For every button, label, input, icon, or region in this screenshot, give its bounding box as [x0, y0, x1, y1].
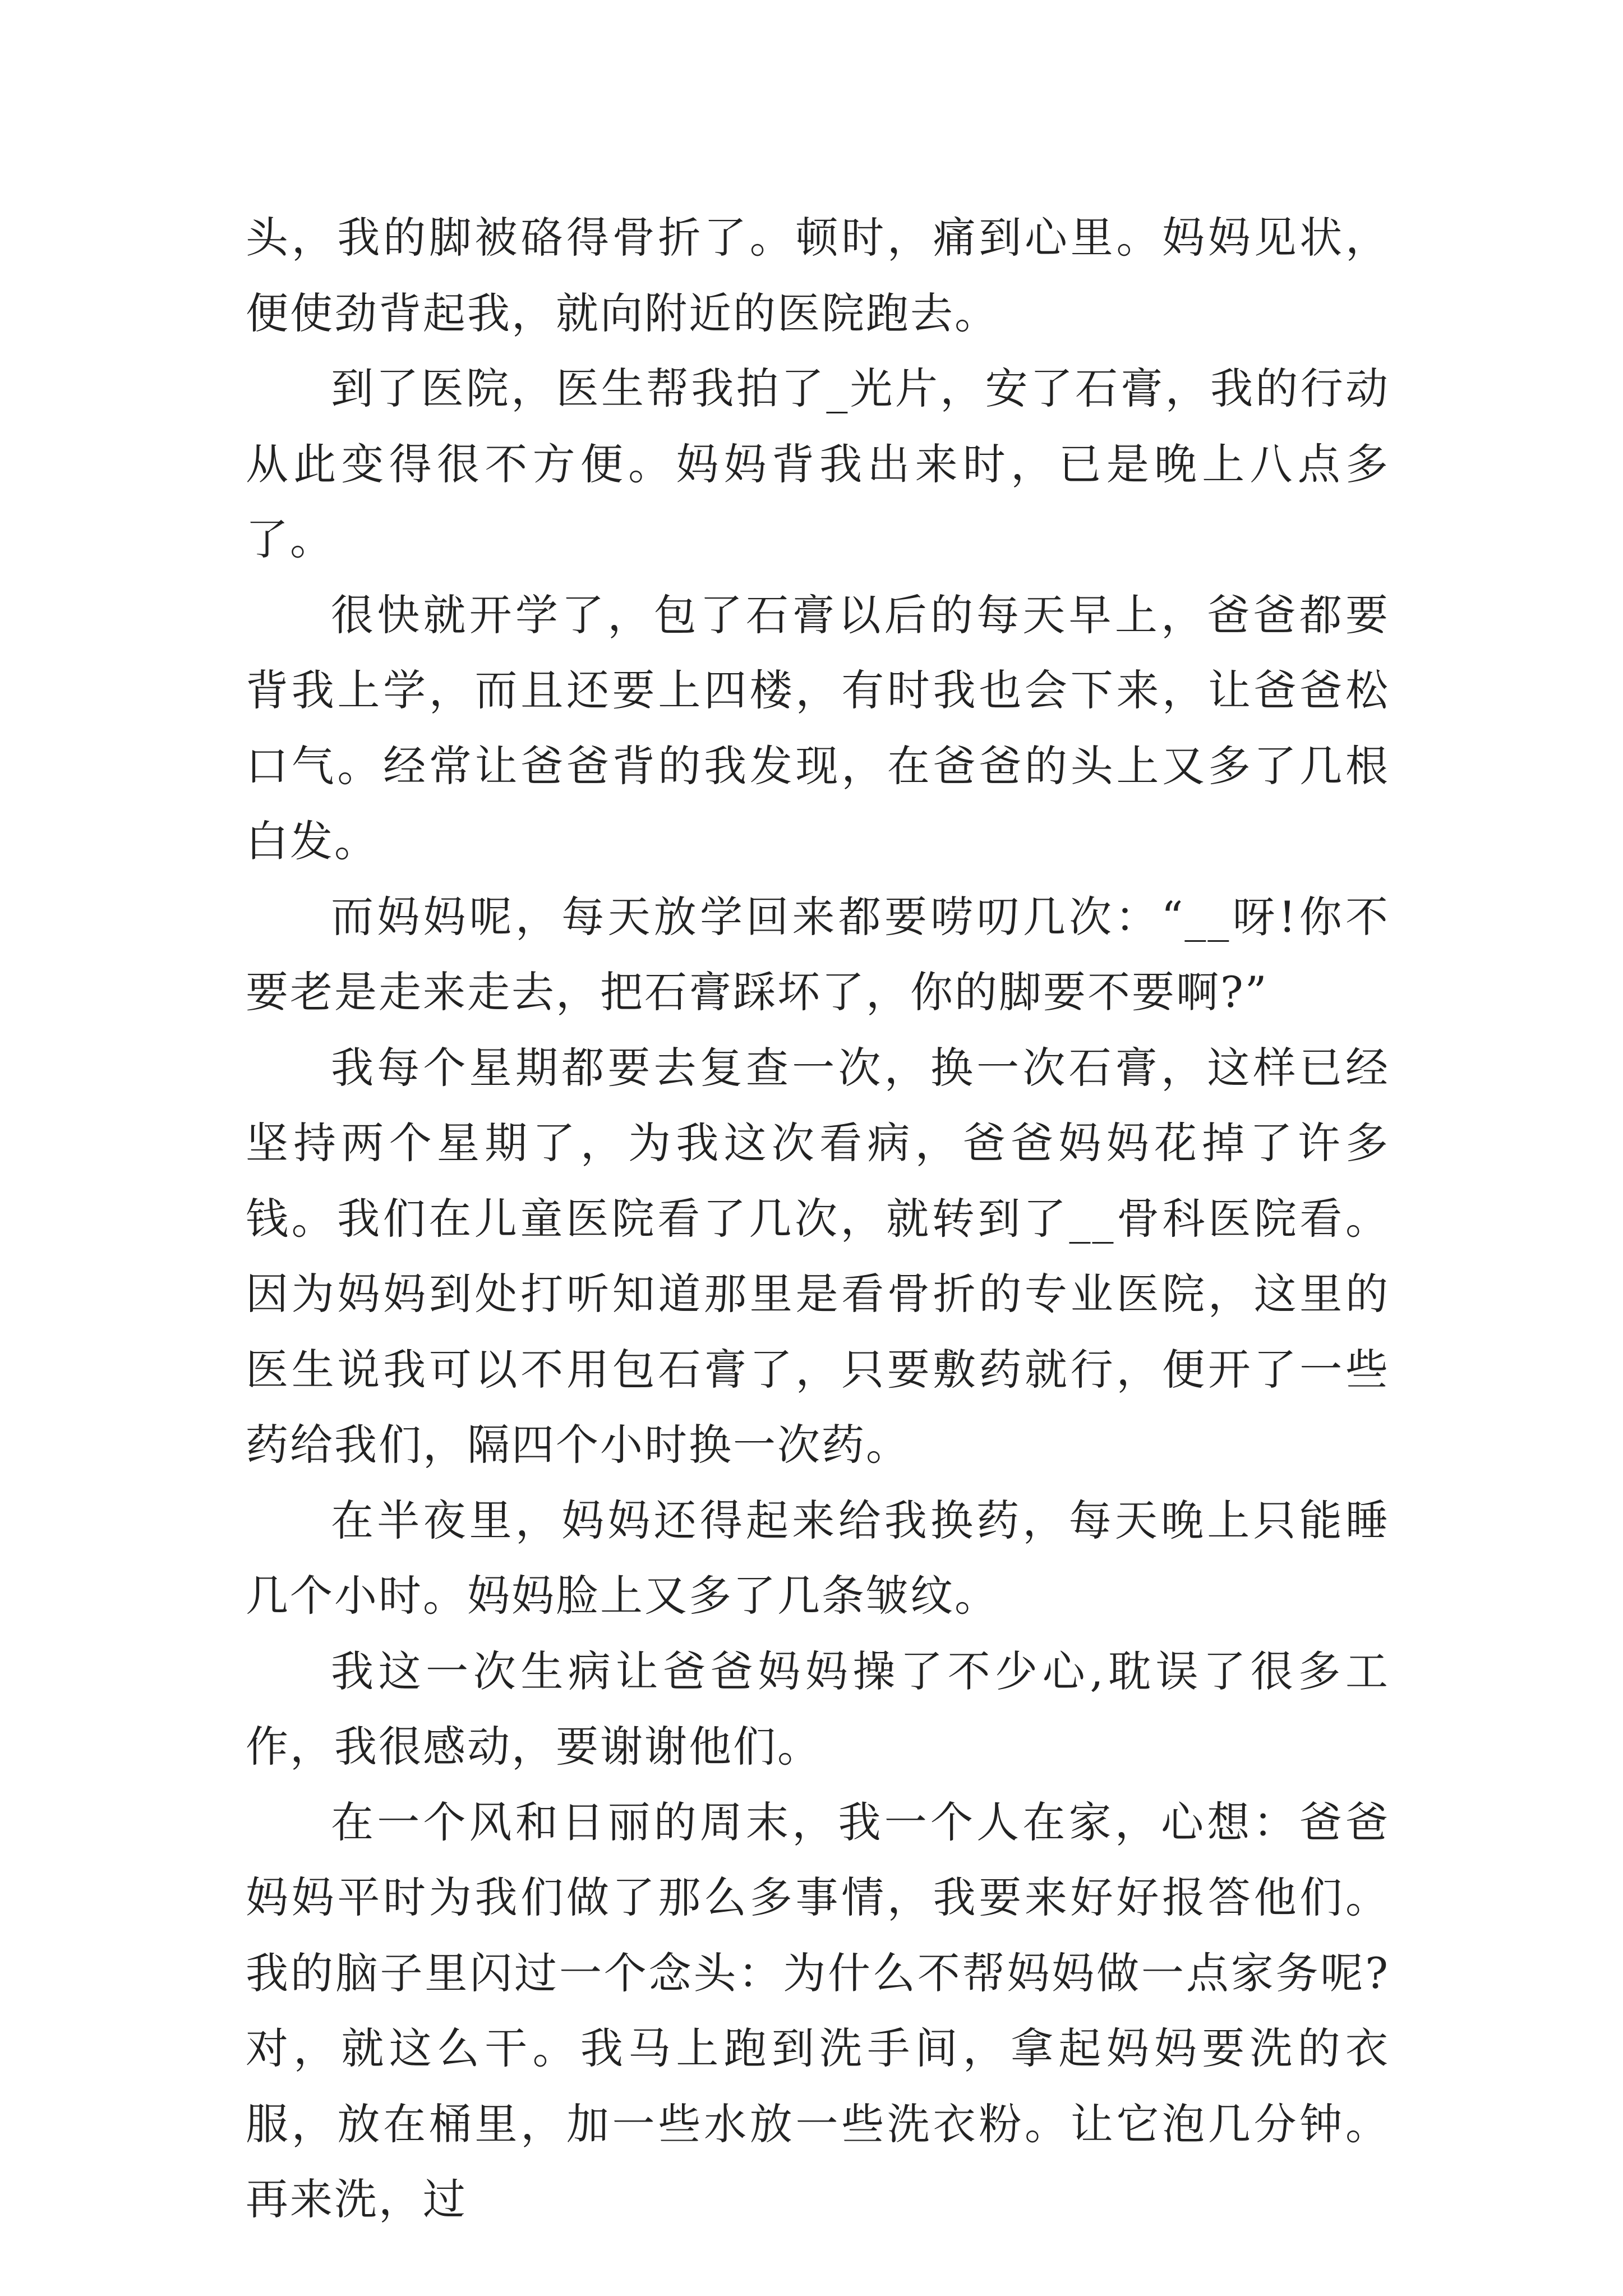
paragraph-1: 头，我的脚被硌得骨折了。顿时，痛到心里。妈妈见状，便使劲背起我，就向附近的医院跑去。 [246, 213, 1390, 338]
paragraph-8: 在一个风和日丽的周末，我一个人在家，心想：爸爸妈妈平时为我们做了那么多事情，我要来好好报答他们。我的脑子里闪过一个念头：为什么不帮妈妈做一点家务呢?对，就这么干。我马上跑到洗手间，拿起妈妈要洗的衣服，放在桶里，加一些水放一些洗衣粉。让它泡几分钟。再来洗，过 [246, 1797, 1390, 2224]
document-body [246, 200, 1390, 2238]
paragraph-7: 我这一次生病让爸爸妈妈操了不少心,耽误了很多工作，我很感动，要谢谢他们。 [246, 1646, 1390, 1772]
paragraph-2: 到了医院，医生帮我拍了_光片，安了石膏，我的行动从此变得很不方便。妈妈背我出来时，已是晚上八点多了。 [246, 364, 1390, 564]
paragraph-3: 很快就开学了，包了石膏以后的每天早上，爸爸都要背我上学，而且还要上四楼，有时我也会下来，让爸爸松口气。经常让爸爸背的我发现，在爸爸的头上又多了几根白发。 [246, 590, 1390, 866]
paragraph-4: 而妈妈呢，每天放学回来都要唠叨几次：“__呀!你不要老是走来走去，把石膏踩坏了，你的脚要不要啊?” [246, 891, 1390, 1017]
paragraph-5: 我每个星期都要去复查一次，换一次石膏，这样已经坚持两个星期了，为我这次看病，爸爸妈妈花掉了许多钱。我们在儿童医院看了几次，就转到了__骨科医院看。因为妈妈到处打听知道那里是看骨折的专业医院，这里的医生说我可以不用包石膏了，只要敷药就行，便开了一些药给我们，隔四个小时换一次药。 [246, 1042, 1390, 1470]
paragraph-6: 在半夜里，妈妈还得起来给我换药，每天晚上只能睡几个小时。妈妈脸上又多了几条皱纹。 [246, 1495, 1390, 1621]
